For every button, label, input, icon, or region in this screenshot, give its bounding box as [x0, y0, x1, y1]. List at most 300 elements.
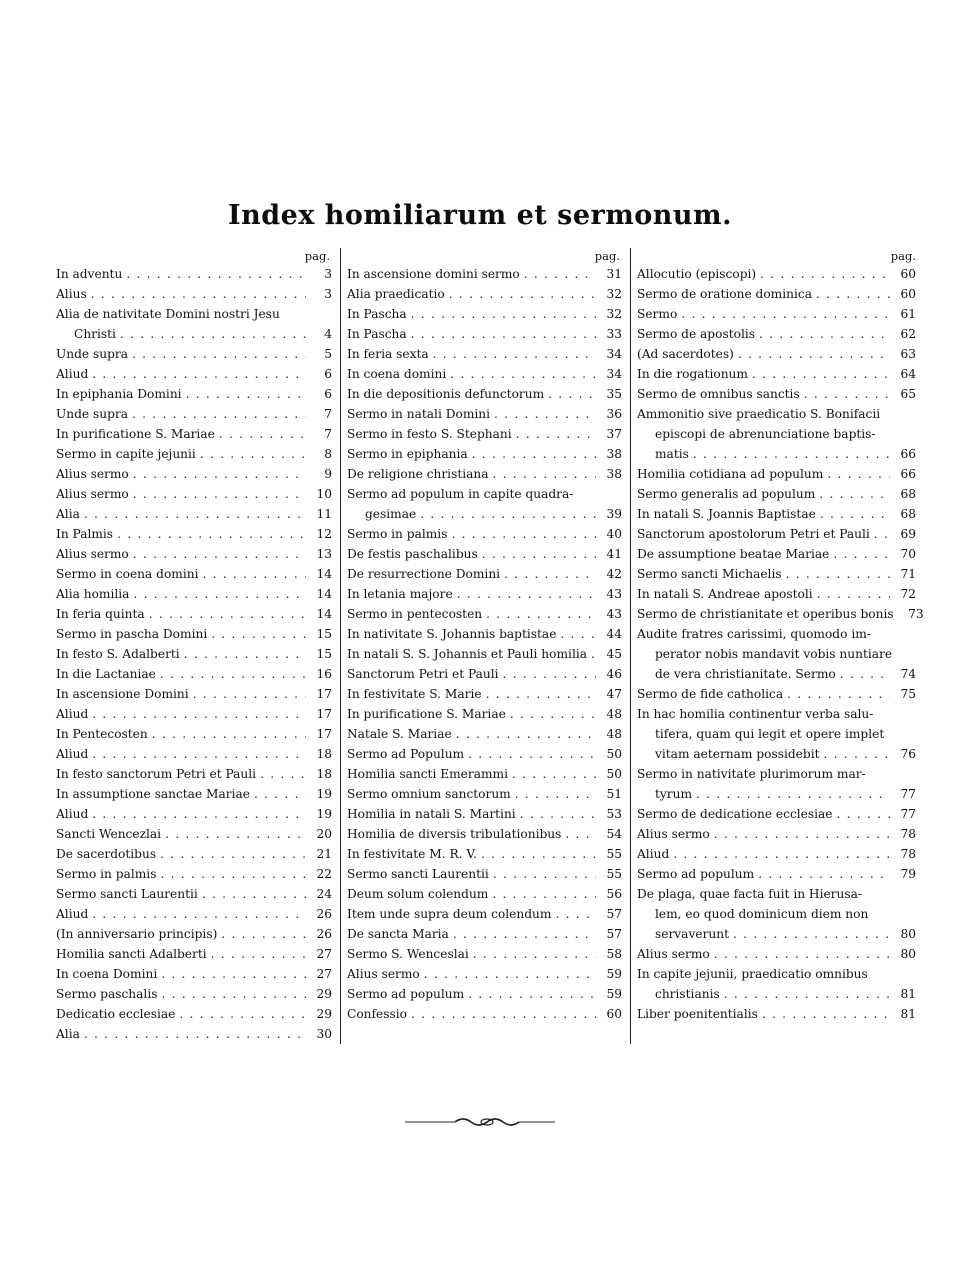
dot-leader: [508, 764, 596, 784]
dot-leader: [710, 944, 890, 964]
dot-leader: [429, 344, 596, 364]
entry-page-number: 21: [316, 847, 332, 861]
entry-title: In adventu: [56, 267, 123, 281]
dot-leader: [520, 264, 596, 284]
entry-title: Homilia sancti Adalberti: [56, 947, 207, 961]
entry-title: In nativitate S. Johannis baptistae: [347, 627, 557, 641]
entry-title: Sermo de fide catholica: [637, 687, 784, 701]
entry-page-number: 34: [606, 367, 622, 381]
index-entry: [56, 764, 332, 784]
dot-leader: [782, 564, 890, 584]
entry-page-number: 47: [606, 687, 622, 701]
dot-leader: [175, 1004, 306, 1024]
entry-title: In natali S. S. Johannis et Pauli homilia: [347, 647, 587, 661]
entry-title: Sermo in coena domini: [56, 567, 199, 581]
index-entry: [347, 364, 622, 384]
entry-title: De sancta Maria: [347, 927, 449, 941]
dot-leader: [148, 724, 306, 744]
dot-leader: [407, 1004, 596, 1024]
entry-page-number: 64: [900, 367, 916, 381]
entry-page-number: 43: [606, 607, 622, 621]
entry-title: In Palmis: [56, 527, 114, 541]
dot-leader: [420, 964, 596, 984]
entry-page-number: 24: [316, 887, 332, 901]
index-entry: [56, 564, 332, 584]
dot-leader: [506, 704, 596, 724]
entry-page-number: 38: [606, 447, 622, 461]
dot-leader: [449, 924, 596, 944]
dot-leader: [215, 424, 306, 444]
entry-page-number: 5: [324, 347, 332, 361]
index-entry: [56, 944, 332, 964]
entry-page-number: 3: [324, 287, 332, 301]
dot-leader: [157, 984, 306, 1004]
entry-page-number: 69: [900, 527, 916, 541]
index-entry: [347, 884, 622, 904]
index-entry: [56, 684, 332, 704]
index-entry: [347, 324, 622, 344]
entry-title: In Pascha: [347, 307, 407, 321]
entry-page-number: 33: [606, 327, 622, 341]
dot-leader: [217, 924, 306, 944]
entry-title: (Ad sacerdotes): [637, 347, 734, 361]
entry-title-line: perator nobis mandavit vobis nuntiare: [655, 647, 893, 661]
entry-title: Homilia cotidiana ad populum: [637, 467, 824, 481]
index-entry: [347, 524, 622, 544]
entry-title: In coena Domini: [56, 967, 158, 981]
entry-page-number: 17: [316, 687, 332, 701]
dot-leader: [145, 604, 306, 624]
dot-leader: [829, 544, 890, 564]
index-entry: [637, 784, 916, 804]
index-entry: [637, 504, 916, 524]
index-column-1: [56, 248, 340, 1044]
entry-page-number: 18: [316, 767, 332, 781]
entry-page-number: 75: [900, 687, 916, 701]
entry-page-number: 81: [900, 987, 916, 1001]
entry-title: Sermo sancti Laurentii: [347, 867, 489, 881]
pag-header: pag.: [890, 249, 916, 263]
entry-page-number: 22: [316, 867, 332, 881]
entry-page-number: 68: [900, 487, 916, 501]
index-entry: [56, 884, 332, 904]
entry-title: Aliud: [56, 807, 89, 821]
dot-leader: [129, 584, 306, 604]
entry-page-number: 51: [606, 787, 622, 801]
index-entry: [56, 984, 332, 1004]
entry-page-number: 14: [316, 587, 332, 601]
entry-page-number: 14: [316, 607, 332, 621]
dot-leader: [669, 844, 890, 864]
dot-leader: [445, 284, 596, 304]
index-entry: [637, 664, 916, 684]
index-entry: [637, 864, 916, 884]
entry-title: Sermo paschalis: [56, 987, 158, 1001]
entry-page-number: 66: [900, 467, 916, 481]
index-entry: [637, 264, 916, 284]
index-entry: [56, 364, 332, 384]
dot-leader: [482, 684, 596, 704]
index-entry: [347, 804, 622, 824]
entry-page-number: 62: [900, 327, 916, 341]
entry-title: In festo S. Adalberti: [56, 647, 180, 661]
entry-title-line: In hac homilia continentur verba salu-: [637, 707, 874, 721]
dot-leader: [758, 1004, 890, 1024]
index-entry: [56, 464, 332, 484]
entry-page-number: 32: [606, 307, 622, 321]
entry-page-number: 12: [316, 527, 332, 541]
index-entry: [347, 844, 622, 864]
entry-page-number: 17: [316, 707, 332, 721]
dot-leader: [80, 1024, 306, 1044]
entry-title: De assumptione beatae Mariae: [637, 547, 830, 561]
entry-page-number: 6: [324, 367, 332, 381]
entry-page-number: 77: [900, 787, 916, 801]
entry-page-number: 80: [900, 947, 916, 961]
index-column-2: [340, 248, 630, 1044]
index-entry: [56, 344, 332, 364]
dot-leader: [161, 824, 306, 844]
entry-page-number: 57: [606, 907, 622, 921]
dot-leader: [551, 904, 596, 924]
dot-leader: [88, 904, 306, 924]
entry-page-number: 26: [316, 927, 332, 941]
index-entry: [637, 744, 916, 764]
ornament-rule: [405, 1112, 555, 1132]
entry-page-number: 72: [900, 587, 916, 601]
entry-page-number: 50: [606, 747, 622, 761]
dot-leader: [157, 964, 306, 984]
entry-page-number: 53: [606, 807, 622, 821]
entry-page-number: 19: [316, 787, 332, 801]
dot-leader: [692, 784, 890, 804]
entry-page-number: 15: [316, 627, 332, 641]
index-entry: [347, 264, 622, 284]
index-entry: [637, 984, 916, 1004]
dot-leader: [561, 824, 596, 844]
index-entry: [637, 824, 916, 844]
index-entry: [56, 444, 332, 464]
index-entry: [56, 744, 332, 764]
entry-title: Alia: [56, 1027, 80, 1041]
dot-leader: [189, 684, 306, 704]
entry-title: Sermo de christianitate et operibus bonis: [637, 607, 894, 621]
dot-leader: [823, 464, 890, 484]
entry-title: In natali S. Andreae apostoli: [637, 587, 813, 601]
entry-title: Alius: [56, 287, 87, 301]
index-entry: [637, 304, 916, 324]
dot-leader: [113, 524, 306, 544]
index-entry: [347, 504, 622, 524]
entry-title: In festivitate S. Marie: [347, 687, 482, 701]
dot-leader: [482, 604, 596, 624]
entry-page-number: 30: [316, 1027, 332, 1041]
index-entry: [56, 264, 332, 284]
index-entry: [347, 384, 622, 404]
dot-leader: [490, 404, 596, 424]
entry-title-line: De plaga, quae facta fuit in Hierusa-: [637, 887, 862, 901]
entry-title: Dedicatio ecclesiae: [56, 1007, 176, 1021]
entry-title: In festivitate M. R. V.: [347, 847, 477, 861]
dot-leader: [416, 504, 596, 524]
dot-leader: [129, 544, 306, 564]
entry-title: In letania majore: [347, 587, 453, 601]
entry-title-line: Sermo ad populum in capite quadra-: [347, 487, 574, 501]
entry-page-number: 42: [606, 567, 622, 581]
entry-title: In epiphania Domini: [56, 387, 182, 401]
entry-page-number: 54: [606, 827, 622, 841]
entry-page-number: 7: [324, 407, 332, 421]
entry-page-number: 32: [606, 287, 622, 301]
entry-title: In feria sexta: [347, 347, 429, 361]
index-entry: [637, 284, 916, 304]
entry-page-number: 60: [900, 267, 916, 281]
entry-title: Sermo: [637, 307, 678, 321]
entry-title: Aliud: [637, 847, 670, 861]
dot-leader: [815, 484, 890, 504]
entry-title: In Pascha: [347, 327, 407, 341]
dot-leader: [469, 944, 596, 964]
entry-page-number: 9: [324, 467, 332, 481]
entry-page-number: 36: [606, 407, 622, 421]
index-entry: [637, 564, 916, 584]
index-entry: [347, 604, 622, 624]
index-entry: [56, 524, 332, 544]
dot-leader: [477, 844, 596, 864]
index-entry: [347, 564, 622, 584]
entry-title: In purificatione S. Mariae: [56, 427, 215, 441]
index-entry: [56, 784, 332, 804]
index-entry: [56, 844, 332, 864]
entry-page-number: 11: [316, 507, 332, 521]
entry-page-number: 17: [316, 727, 332, 741]
dot-leader: [156, 664, 306, 684]
entry-page-number: 20: [316, 827, 332, 841]
dot-leader: [453, 584, 596, 604]
index-entry: [347, 424, 622, 444]
entry-title: Sermo de apostolis: [637, 327, 755, 341]
dot-leader: [182, 384, 306, 404]
dot-leader: [207, 624, 306, 644]
index-entry: [347, 584, 622, 604]
index-entry: [347, 684, 622, 704]
entry-title: De festis paschalibus: [347, 547, 478, 561]
entry-page-number: 59: [606, 967, 622, 981]
index-entry: [56, 584, 332, 604]
entry-page-number: 57: [606, 927, 622, 941]
entry-page-number: 59: [606, 987, 622, 1001]
index-entry: [637, 604, 924, 624]
entry-title: Sermo in palmis: [347, 527, 448, 541]
dot-leader: [447, 524, 596, 544]
entry-title: Sermo in pentecosten: [347, 607, 483, 621]
dot-leader: [196, 444, 306, 464]
dot-leader: [156, 844, 306, 864]
entry-title: De resurrectione Domini: [347, 567, 501, 581]
entry-page-number: 68: [900, 507, 916, 521]
entry-title: Sermo in pascha Domini: [56, 627, 208, 641]
entry-title: Aliud: [56, 367, 89, 381]
dot-leader: [812, 284, 890, 304]
index-entry: [347, 704, 622, 724]
entry-page-number: 10: [316, 487, 332, 501]
entry-page-number: 29: [316, 987, 332, 1001]
index-entry: [56, 284, 332, 304]
index-entry: [347, 784, 622, 804]
dot-leader: [88, 364, 306, 384]
entry-title: tyrum: [655, 787, 693, 801]
entry-page-number: 41: [606, 547, 622, 561]
dot-leader: [755, 324, 890, 344]
dot-leader: [677, 304, 890, 324]
index-entry: [56, 824, 332, 844]
entry-title: Sermo de oratione dominica: [637, 287, 812, 301]
entry-page-number: 81: [900, 1007, 916, 1021]
entry-page-number: 80: [900, 927, 916, 941]
index-entry: [347, 304, 622, 324]
entry-title: De religione christiana: [347, 467, 489, 481]
entry-page-number: 29: [316, 1007, 332, 1021]
dot-leader: [128, 404, 306, 424]
entry-title: Sermo ad populum: [347, 987, 465, 1001]
dot-leader: [516, 804, 596, 824]
index-entry: [347, 544, 622, 564]
entry-title: In ascensione domini sermo: [347, 267, 520, 281]
entry-title: Deum solum colendum: [347, 887, 489, 901]
entry-title: Sermo in natali Domini: [347, 407, 491, 421]
entry-title: In natali S. Joannis Baptistae: [637, 507, 816, 521]
entry-page-number: 48: [606, 727, 622, 741]
entry-page-number: 43: [606, 587, 622, 601]
index-entry: [347, 644, 622, 664]
entry-title: In die depositionis defunctorum: [347, 387, 545, 401]
dot-leader: [452, 724, 596, 744]
dot-leader: [800, 384, 890, 404]
index-entry: [56, 804, 332, 824]
index-entry: [347, 764, 622, 784]
dot-leader: [710, 824, 890, 844]
entry-title-line: Alia de nativitate Domini nostri Jesu: [56, 307, 280, 321]
dot-leader: [756, 264, 890, 284]
pag-header: pag.: [594, 249, 620, 263]
index-entry: [347, 284, 622, 304]
dot-leader: [128, 344, 306, 364]
entry-title: Unde supra: [56, 407, 129, 421]
dot-leader: [198, 564, 306, 584]
dot-leader: [754, 864, 890, 884]
entry-page-number: 3: [324, 267, 332, 281]
dot-leader: [816, 504, 890, 524]
entry-title: Item unde supra deum colendum: [347, 907, 552, 921]
entry-title: Sermo de omnibus sanctis: [637, 387, 800, 401]
entry-title: In ascensione Domini: [56, 687, 189, 701]
entry-title: Alius sermo: [637, 827, 710, 841]
entry-title: Alia praedicatio: [347, 287, 445, 301]
dot-leader: [544, 384, 596, 404]
dot-leader: [870, 524, 890, 544]
entry-page-number: 66: [900, 447, 916, 461]
entry-title: Sermo in capite jejunii: [56, 447, 196, 461]
entry-title: Sermo generalis ad populum: [637, 487, 816, 501]
entry-page-number: 27: [316, 947, 332, 961]
entry-title: Homilia de diversis tribulationibus: [347, 827, 562, 841]
entry-page-number: 44: [606, 627, 622, 641]
entry-page-number: 39: [606, 507, 622, 521]
entry-page-number: 60: [606, 1007, 622, 1021]
index-entry: [56, 1024, 332, 1044]
entry-title: matis: [655, 447, 689, 461]
entry-page-number: 61: [900, 307, 916, 321]
dot-leader: [88, 804, 306, 824]
index-entry: [637, 804, 916, 824]
dot-leader: [180, 644, 306, 664]
index-entry: [637, 444, 916, 464]
entry-title-line: In capite jejunii, praedicatio omnibus: [637, 967, 868, 981]
index-entry: [347, 964, 622, 984]
index-entry: [347, 924, 622, 944]
entry-title: Sermo ad Populum: [347, 747, 465, 761]
index-entry: [637, 944, 916, 964]
dot-leader: [729, 924, 890, 944]
entry-page-number: 48: [606, 707, 622, 721]
index-entry: [56, 964, 332, 984]
dot-leader: [836, 664, 890, 684]
index-entry: [56, 504, 332, 524]
entry-page-number: 50: [606, 767, 622, 781]
dot-leader: [783, 684, 890, 704]
entry-page-number: 31: [606, 267, 622, 281]
entry-page-number: 15: [316, 647, 332, 661]
entry-title: vitam aeternam possidebit: [655, 747, 820, 761]
entry-page-number: 14: [316, 567, 332, 581]
entry-page-number: 34: [606, 347, 622, 361]
index-entry: [347, 984, 622, 1004]
entry-page-number: 19: [316, 807, 332, 821]
index-entry: [637, 584, 916, 604]
entry-page-number: 27: [316, 967, 332, 981]
index-entry: [56, 704, 332, 724]
entry-page-number: 76: [900, 747, 916, 761]
entry-title: Natale S. Mariae: [347, 727, 452, 741]
index-entry: [637, 684, 916, 704]
index-entry: [56, 624, 332, 644]
dot-leader: [556, 624, 596, 644]
index-entry: [347, 824, 622, 844]
entry-title-line: Audite fratres carissimi, quomodo im-: [637, 627, 871, 641]
dot-leader: [88, 704, 306, 724]
entry-title: Alius sermo: [637, 947, 710, 961]
dot-leader: [156, 864, 306, 884]
dot-leader: [748, 364, 890, 384]
dot-leader: [689, 444, 890, 464]
entry-title: Sermo sancti Laurentii: [56, 887, 198, 901]
entry-title: Sermo in festo S. Stephani: [347, 427, 512, 441]
entry-page-number: 4: [324, 327, 332, 341]
entry-page-number: 45: [606, 647, 622, 661]
entry-title: servaverunt: [655, 927, 729, 941]
index-entry: [56, 664, 332, 684]
entry-page-number: 56: [606, 887, 622, 901]
index-entry: [56, 424, 332, 444]
dot-leader: [407, 324, 596, 344]
entry-page-number: 6: [324, 387, 332, 401]
dot-leader: [499, 664, 596, 684]
index-entry: [347, 724, 622, 744]
dot-leader: [122, 264, 306, 284]
index-entry: [347, 944, 622, 964]
index-entry: [56, 924, 332, 944]
entry-page-number: 18: [316, 747, 332, 761]
